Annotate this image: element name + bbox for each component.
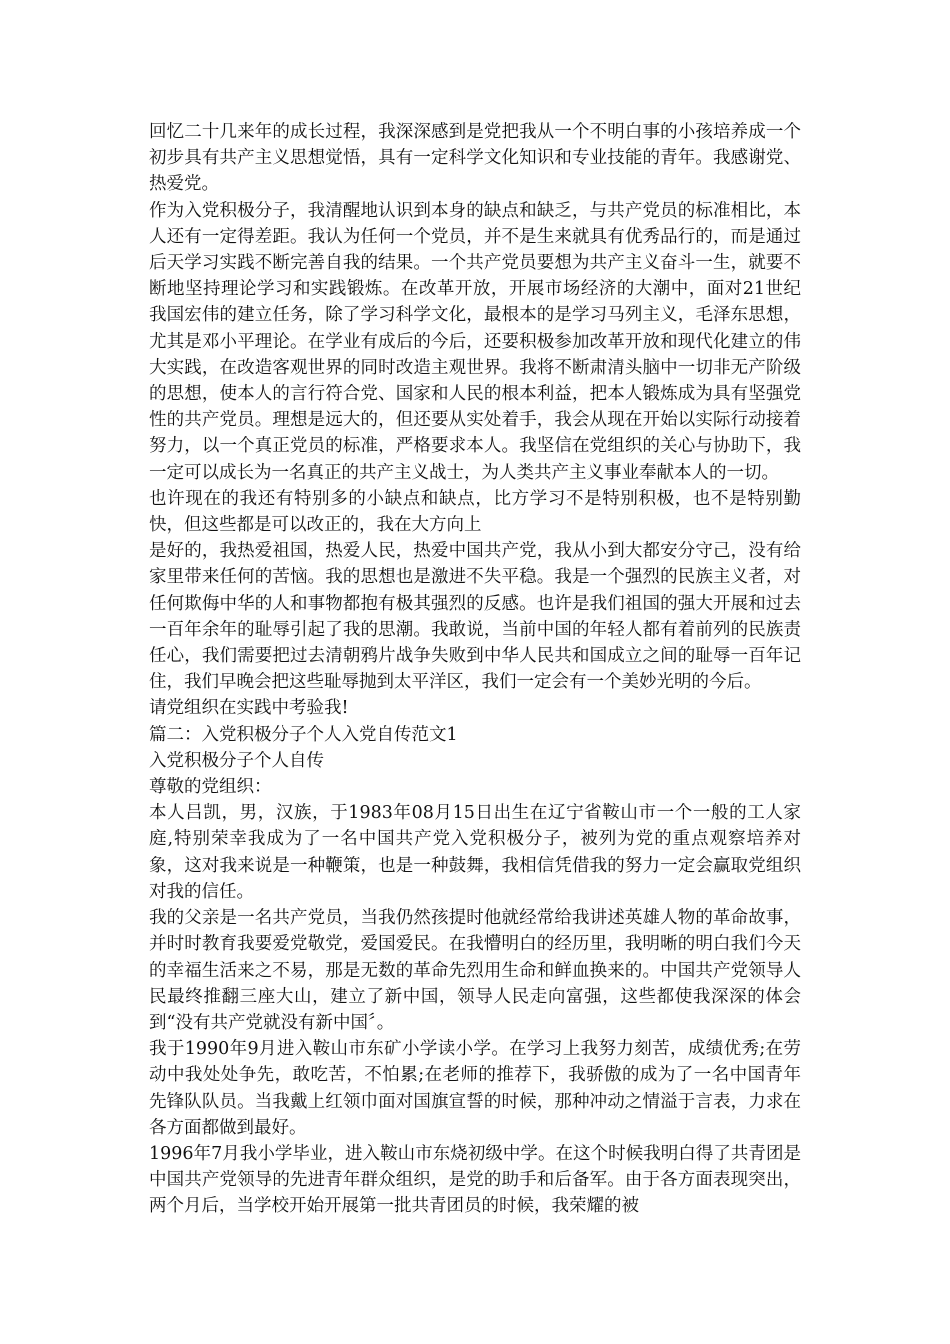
paragraph-self-assessment: 作为入党积极分子，我清醒地认识到本身的缺点和缺乏，与共产党员的标准相比，本人还有一定得差距。我认为任何一个党员，并不是生来就具有优秀品行的，而是通过后天学习实践不断完善自我的结果。一个共产党员要想为共产主义奋斗一生，就要不断地坚持理论学习和实践锻炼。在改革开放，开展市场经济的大潮中，面对21世纪我国宏伟的建立任务，除了学习科学文化，最根本的是学习马列主义，毛泽东思想，尤其是邓小平理论。在学业有成后的今后，还要积极参加改革开放和现代化建立的伟大实践，在改造客观世界的同时改造主观世界。我将不断肃清头脑中一切非无产阶级的思想，使本人的言行符合党、国家和人民的根本利益，把本人锻炼成为具有坚强党性的共产党员。理想是远大的，但还要从实处着手，我会从现在开始以实际行动接着努力，以一个真正党员的标准，严格要求本人。我坚信在党组织的关心与协助下，我一定可以成长为一名真正的共产主义战士，为人类共产主义事业奉献本人的一切。 <box>149 200 801 483</box>
section-heading: 篇二：入党积极分子个人入党自传范文1 <box>149 724 458 745</box>
document-title: 入党积极分子个人自传 <box>149 750 324 771</box>
paragraph-middle-school: 1996年7月我小学毕业，进入鞍山市东烧初级中学。在这个时候我明白得了共青团是中国共产党领导的先进青年群众组织，是党的助手和后备军。由于各方面表现突出，两个月后，当学校开始开展第一批共青团员的时候，我荣耀的被 <box>149 1143 801 1217</box>
document-body <box>149 119 801 1220</box>
paragraph-father: 我的父亲是一名共产党员，当我仍然孩提时他就经常给我讲述英雄人物的革命故事，并时时教育我要爱党敬党，爱国爱民。在我懵明白的经历里，我明晰的明白我们今天的幸福生活来之不易，那是无数的革命先烈用生命和鲜血换来的。中国共产党领导人民最终推翻三座大山，建立了新中国，领导人民走向富强，这些都使我深深的体会到“没有共产党就没有新中国〞。 <box>149 908 801 1033</box>
paragraph-introduction: 本人吕凯，男，汉族，于1983年08月15日出生在辽宁省鞍山市一个一般的工人家庭,特别荣幸我成为了一名中国共产党入党积极分子，被列为党的重点观察培养对象，这对我来说是一种鞭策，也是一种鼓舞，我相信凭借我的努力一定会赢取党组织对我的信任。 <box>149 803 801 902</box>
paragraph-patriotism: 是好的，我热爱祖国，热爱人民，热爱中国共产党，我从小到大都安分守己，没有给家里带来任何的苦恼。我的思想也是激进不失平稳。我是一个强烈的民族主义者，对任何欺侮中华的人和事物都抱有极其强烈的反感。也许是我们祖国的强大开展和过去一百年余年的耻辱引起了我的思潮。我敢说，当前中国的年轻人都有着前列的民族责任心，我们需要把过去清朝鸦片战争失败到中华人民共和国成立之间的耻辱一百年记住，我们早晚会把这些耻辱抛到太平洋区，我们一定会有一个美妙光明的今后。 <box>149 541 801 693</box>
paragraph-closing-request: 请党组织在实践中考验我! <box>149 698 349 719</box>
salutation: 尊敬的党组织： <box>149 777 272 798</box>
paragraph-shortcomings: 也许现在的我还有特别多的小缺点和缺点，比方学习不是特别积极，也不是特别勤快，但这些都是可以改正的，我在大方向上 <box>149 488 801 536</box>
paragraph-growth-reflection: 回忆二十几来年的成长过程，我深深感到是党把我从一个不明白事的小孩培养成一个初步具有共产主义思想觉悟，具有一定科学文化知识和专业技能的青年。我感谢党、热爱党。 <box>149 122 801 195</box>
paragraph-primary-school: 我于1990年9月进入鞍山市东矿小学读小学。在学习上我努力刻苦，成绩优秀;在劳动中我处处争先，敢吃苦，不怕累;在老师的推荐下，我骄傲的成为了一名中国青年先锋队队员。当我戴上红领巾面对国旗宣誓的时候，那种冲动之情溢于言表，力求在各方面都做到最好。 <box>149 1039 801 1138</box>
